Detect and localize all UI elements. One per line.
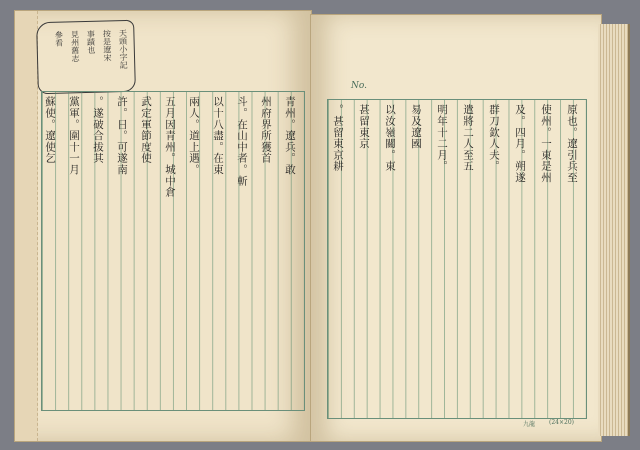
left-page	[14, 10, 312, 442]
margin-note-line: 參看	[54, 30, 64, 47]
manuscript-grid-left	[41, 91, 305, 411]
text-column: 甚留東京	[358, 104, 370, 150]
text-column: 武定軍節度使	[140, 96, 152, 164]
text-column: 斗。在山中者。斬	[236, 96, 248, 187]
text-column: 。遂破合拔其	[92, 96, 104, 164]
text-column: 以十八盡。在東	[212, 96, 224, 176]
margin-note-line: 事蹟也	[86, 29, 96, 54]
text-column: 及。四月。朔遂	[514, 104, 526, 184]
text-column: 原也。遼引兵至	[566, 104, 578, 184]
text-column: 青州。遼兵。敢	[284, 96, 296, 176]
open-notebook	[4, 6, 634, 444]
margin-note-line: 天頭小字記	[118, 28, 129, 70]
text-column: 許。日。可遂南	[116, 96, 128, 176]
torn-margin	[15, 11, 38, 441]
text-column: 兩人。道上遇。	[188, 96, 200, 176]
text-column: 明年十二月。	[436, 104, 448, 172]
text-column: 。甚留東京耕	[332, 104, 344, 172]
text-column: 以汝嶺關。東	[384, 104, 396, 172]
text-column: 群刀欽人夫。	[488, 104, 500, 172]
text-column: 易及遼國	[410, 104, 422, 150]
margin-note-line: 見州舊志	[70, 30, 81, 63]
footer-mark: 九龍	[523, 421, 536, 428]
grid-size-label: (24×20)	[549, 419, 574, 426]
margin-note-box	[36, 20, 136, 95]
page-stack-edges	[598, 24, 630, 436]
text-column: 使州。一東是州	[540, 104, 552, 184]
text-column: 遣將二人至五	[462, 104, 474, 172]
manuscript-grid-right	[327, 99, 587, 419]
text-column: 州府界所獲首	[260, 96, 272, 164]
right-page	[310, 14, 602, 442]
text-column: 黨軍。圍十一月	[68, 96, 80, 176]
text-column: 五月因青州。城中倉	[164, 96, 176, 198]
text-column: 蘇使。遼使乞	[44, 96, 56, 164]
margin-note-line: 按是遼宋	[102, 29, 113, 62]
page-number-marker: No.	[351, 81, 367, 91]
